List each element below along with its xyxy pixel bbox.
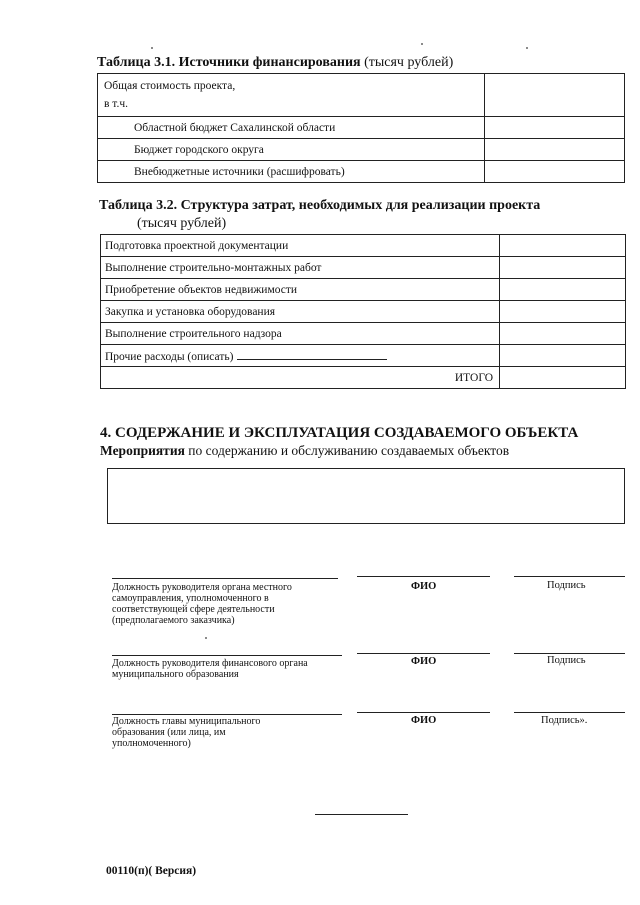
signature-3-fio: ФИО bbox=[411, 715, 437, 726]
signature-1-position: Должность руководителя органа местного самоуправления, уполномоченного в соответствующей сфере деятельности (предполагаемого заказчика) bbox=[112, 582, 292, 626]
table-row bbox=[98, 139, 625, 161]
other-expenses-cell bbox=[101, 345, 500, 367]
table-3-2-title: Таблица 3.2. Структура затрат, необходимых для реализации проекта bbox=[99, 198, 541, 213]
table-3-1-title bbox=[97, 55, 453, 71]
real-estate-label: Приобретение объектов недвижимости bbox=[101, 279, 500, 301]
scan-speck bbox=[421, 43, 423, 45]
signature-1-fio: ФИО bbox=[411, 581, 437, 592]
scan-speck bbox=[151, 47, 153, 49]
table-row bbox=[101, 367, 626, 389]
regional-budget-value[interactable] bbox=[485, 117, 625, 139]
table-3-2-unit-text: (тысяч рублей) bbox=[137, 216, 227, 231]
city-budget-label: Бюджет городского округа bbox=[98, 139, 485, 161]
regional-budget-label: Областной бюджет Сахалинской области bbox=[98, 117, 485, 139]
real-estate-value[interactable] bbox=[500, 279, 626, 301]
supervision-value[interactable] bbox=[500, 323, 626, 345]
fio-line bbox=[357, 576, 490, 577]
funding-sources-table bbox=[97, 73, 625, 183]
total-cost-value[interactable] bbox=[485, 74, 625, 117]
construction-works-value[interactable] bbox=[500, 257, 626, 279]
table-row bbox=[98, 117, 625, 139]
table-3-1-title-bold: Таблица 3.1. Источники финансирования bbox=[97, 55, 361, 70]
document-version-footer: 00110(п)( Версия) bbox=[106, 865, 197, 877]
scan-speck bbox=[205, 637, 207, 639]
other-expenses-label: Прочие расходы (описать) bbox=[105, 350, 234, 363]
city-budget-value[interactable] bbox=[485, 139, 625, 161]
table-row bbox=[101, 257, 626, 279]
position-line bbox=[112, 714, 342, 715]
supervision-label: Выполнение строительного надзора bbox=[101, 323, 500, 345]
signature-2-position: Должность руководителя финансового органа муниципального образования bbox=[112, 658, 308, 680]
extrabudgetary-label: Внебюджетные источники (расшифровать) bbox=[98, 161, 485, 183]
signature-3-position: Должность главы муниципального образования (или лица, им уполномоченного) bbox=[112, 716, 261, 749]
table-cell-label bbox=[98, 74, 485, 117]
section-4-heading: 4. СОДЕРЖАНИЕ И ЭКСПЛУАТАЦИЯ СОЗДАВАЕМОГО ОБЪЕКТА bbox=[100, 425, 579, 441]
signature-line bbox=[514, 576, 625, 577]
equipment-value[interactable] bbox=[500, 301, 626, 323]
table-row bbox=[101, 301, 626, 323]
design-docs-value[interactable] bbox=[500, 235, 626, 257]
fio-line bbox=[357, 712, 490, 713]
signature-2-fio: ФИО bbox=[411, 656, 437, 667]
signature-line bbox=[514, 653, 625, 654]
table-3-2-unit bbox=[137, 216, 226, 232]
cost-structure-table bbox=[100, 234, 626, 389]
table-row bbox=[98, 161, 625, 183]
scan-speck bbox=[526, 47, 528, 49]
bottom-divider-line bbox=[315, 814, 408, 815]
position-line bbox=[112, 655, 342, 656]
table-row bbox=[101, 323, 626, 345]
signature-1-sign: Подпись bbox=[547, 580, 586, 591]
signature-2-sign: Подпись bbox=[547, 655, 586, 666]
table-row bbox=[101, 345, 626, 367]
signature-3-sign: Подпись». bbox=[541, 715, 588, 726]
position-line bbox=[112, 578, 338, 579]
fio-line bbox=[357, 653, 490, 654]
extrabudgetary-value[interactable] bbox=[485, 161, 625, 183]
equipment-label: Закупка и установка оборудования bbox=[101, 301, 500, 323]
section-4-subheading bbox=[100, 443, 509, 459]
table-row bbox=[98, 74, 625, 117]
other-expenses-value[interactable] bbox=[500, 345, 626, 367]
design-docs-label: Подготовка проектной документации bbox=[101, 235, 500, 257]
measures-description: по содержанию и обслуживанию создаваемых объектов bbox=[188, 443, 510, 458]
measures-bold-label: Мероприятия bbox=[100, 443, 185, 458]
table-row bbox=[101, 279, 626, 301]
total-cost-label: Общая стоимость проекта, bbox=[104, 80, 236, 92]
total-label: ИТОГО bbox=[101, 367, 500, 389]
construction-works-label: Выполнение строительно-монтажных работ bbox=[101, 257, 500, 279]
including-label: в т.ч. bbox=[104, 98, 128, 110]
signature-line bbox=[514, 712, 625, 713]
table-row bbox=[101, 235, 626, 257]
maintenance-measures-box[interactable] bbox=[107, 468, 625, 524]
total-value[interactable] bbox=[500, 367, 626, 389]
other-expenses-fill-line[interactable] bbox=[237, 349, 387, 360]
table-3-1-title-unit: (тысяч рублей) bbox=[364, 55, 454, 70]
